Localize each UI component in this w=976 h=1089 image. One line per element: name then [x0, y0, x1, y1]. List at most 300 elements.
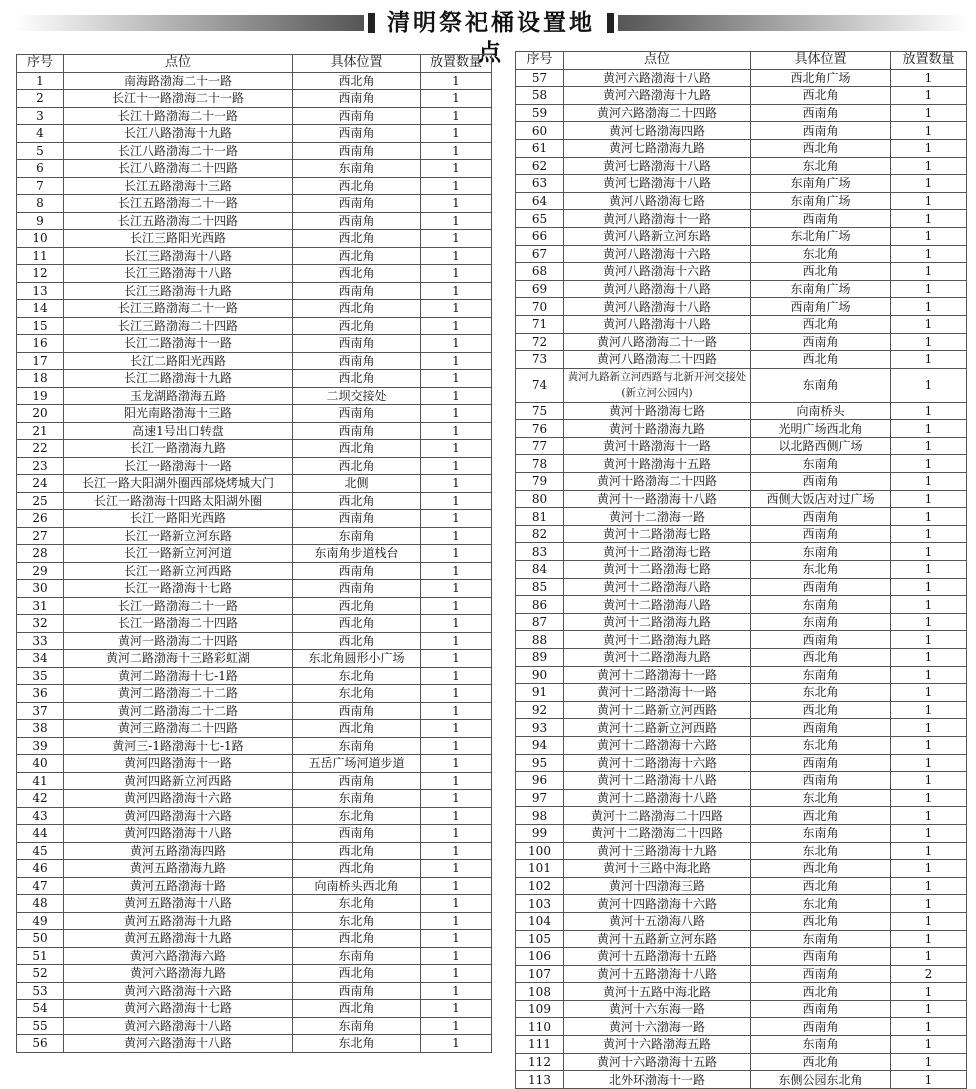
cell-count: 1 — [891, 666, 967, 684]
cell-count: 1 — [421, 930, 492, 948]
cell-location: 西北角 — [751, 860, 891, 878]
table-row — [516, 807, 967, 825]
cell-location: 东北角 — [293, 667, 421, 685]
cell-location: 西南角 — [293, 405, 421, 423]
cell-count: 1 — [421, 142, 492, 160]
cell-point: 黄河六路渤海十八路 — [564, 69, 751, 87]
cell-location: 西北角 — [293, 860, 421, 878]
cell-count: 1 — [891, 139, 967, 157]
cell-count: 1 — [421, 1035, 492, 1053]
header-count: 放置数量 — [891, 52, 967, 70]
cell-location: 西南角 — [751, 1000, 891, 1018]
table-row — [17, 90, 492, 108]
table-row — [17, 457, 492, 475]
cell-point: 黄河八路渤海十六路 — [564, 263, 751, 281]
cell-location: 西南角 — [293, 422, 421, 440]
cell-location: 西北角 — [751, 139, 891, 157]
cell-point: 长江一路渤海十四路太阳湖外圈 — [64, 492, 293, 510]
table-row — [516, 877, 967, 895]
table-row — [17, 422, 492, 440]
cell-point: 黄河二路渤海二十二路 — [64, 702, 293, 720]
cell-point: 黄河六路渤海六路 — [64, 947, 293, 965]
cell-point: 黄河十路渤海七路 — [564, 402, 751, 420]
cell-location: 东北角 — [751, 736, 891, 754]
cell-seq: 109 — [516, 1000, 564, 1018]
cell-seq: 54 — [17, 1000, 64, 1018]
cell-seq: 59 — [516, 104, 564, 122]
cell-count: 1 — [891, 455, 967, 473]
cell-count: 1 — [421, 282, 492, 300]
cell-point: 黄河六路渤海十八路 — [64, 1017, 293, 1035]
cell-location: 西北角 — [293, 440, 421, 458]
cell-point: 黄河十二路渤海十六路 — [564, 736, 751, 754]
cell-location: 东北角 — [751, 157, 891, 175]
cell-point: 黄河三路渤海二十四路 — [64, 720, 293, 738]
cell-location: 东南角 — [751, 824, 891, 842]
cell-location: 西南角 — [751, 104, 891, 122]
cell-count: 1 — [891, 473, 967, 491]
table-row — [516, 684, 967, 702]
table-row — [17, 72, 492, 90]
cell-location: 东北角 — [293, 685, 421, 703]
cell-point: 南海路渤海二十一路 — [64, 72, 293, 90]
cell-count: 1 — [421, 877, 492, 895]
cell-seq: 48 — [17, 895, 64, 913]
table-row — [17, 142, 492, 160]
cell-location: 西北角 — [751, 351, 891, 369]
cell-seq: 25 — [17, 492, 64, 510]
cell-point: 长江二路阳光西路 — [64, 352, 293, 370]
cell-seq: 113 — [516, 1071, 564, 1089]
cell-seq: 53 — [17, 982, 64, 1000]
table-row — [17, 317, 492, 335]
cell-count: 1 — [891, 543, 967, 561]
cell-location: 西北角 — [293, 317, 421, 335]
cell-location: 西南角 — [293, 772, 421, 790]
header-count: 放置数量 — [421, 55, 492, 73]
cell-seq: 61 — [516, 139, 564, 157]
cell-point: 黄河十五渤海八路 — [564, 912, 751, 930]
cell-point: 长江一路阳光西路 — [64, 510, 293, 528]
cell-point: 黄河七路渤海四路 — [564, 122, 751, 140]
table-row — [17, 965, 492, 983]
cell-count: 1 — [421, 860, 492, 878]
table-row — [17, 737, 492, 755]
cell-location: 西北角 — [293, 965, 421, 983]
cell-count: 1 — [891, 157, 967, 175]
cell-count: 1 — [421, 387, 492, 405]
cell-seq: 63 — [516, 175, 564, 193]
cell-count: 1 — [891, 192, 967, 210]
cell-location: 东南角 — [751, 596, 891, 614]
cell-count: 1 — [891, 87, 967, 105]
table-row — [516, 649, 967, 667]
table-row — [516, 578, 967, 596]
cell-seq: 28 — [17, 545, 64, 563]
cell-seq: 49 — [17, 912, 64, 930]
cell-location: 东北角 — [751, 789, 891, 807]
table-row — [17, 667, 492, 685]
cell-count: 1 — [421, 982, 492, 1000]
table-row — [17, 825, 492, 843]
cell-location: 西南角 — [293, 562, 421, 580]
cell-location: 西侧大饭店对过广场 — [751, 490, 891, 508]
cell-count: 1 — [421, 895, 492, 913]
table-row — [17, 702, 492, 720]
cell-seq: 82 — [516, 525, 564, 543]
table-row — [516, 930, 967, 948]
cell-count: 1 — [421, 230, 492, 248]
cell-location: 东北角 — [751, 895, 891, 913]
cell-point: 黄河六路渤海九路 — [64, 965, 293, 983]
table-row — [17, 597, 492, 615]
cell-location: 光明广场西北角 — [751, 420, 891, 438]
table-row — [516, 298, 967, 316]
table-row — [516, 895, 967, 913]
cell-location: 西南角 — [751, 333, 891, 351]
cell-seq: 77 — [516, 437, 564, 455]
cell-count: 1 — [891, 1053, 967, 1071]
cell-point: 黄河七路渤海九路 — [564, 139, 751, 157]
cell-location: 东北角 — [293, 807, 421, 825]
cell-count: 1 — [891, 912, 967, 930]
cell-point: 黄河八路渤海七路 — [564, 192, 751, 210]
cell-seq: 39 — [17, 737, 64, 755]
cell-count: 1 — [421, 667, 492, 685]
cell-seq: 87 — [516, 613, 564, 631]
table-row — [516, 789, 967, 807]
cell-point: 黄河二路渤海二十二路 — [64, 685, 293, 703]
table-row — [516, 561, 967, 579]
cell-count: 1 — [891, 877, 967, 895]
cell-seq: 76 — [516, 420, 564, 438]
cell-count: 1 — [421, 317, 492, 335]
cell-location: 东南角广场 — [751, 175, 891, 193]
table-row — [17, 1000, 492, 1018]
cell-count: 1 — [891, 754, 967, 772]
table-row — [17, 440, 492, 458]
cell-count: 1 — [421, 160, 492, 178]
cell-location: 东北角广场 — [751, 227, 891, 245]
cell-seq: 65 — [516, 210, 564, 228]
cell-seq: 98 — [516, 807, 564, 825]
cell-seq: 1 — [17, 72, 64, 90]
cell-point: 黄河十六东海一路 — [564, 1000, 751, 1018]
cell-location: 东北角 — [751, 842, 891, 860]
table-row — [516, 473, 967, 491]
cell-point: 黄河十五路中海北路 — [564, 983, 751, 1001]
cell-location: 西南角 — [293, 107, 421, 125]
cell-point: 黄河十二路渤海九路 — [564, 613, 751, 631]
table-body-left — [17, 72, 492, 1052]
table-row — [516, 631, 967, 649]
cell-seq: 108 — [516, 983, 564, 1001]
cell-point: 阳光南路渤海十三路 — [64, 405, 293, 423]
cell-point: 黄河十五路渤海十五路 — [564, 948, 751, 966]
table-row — [516, 263, 967, 281]
cell-seq: 93 — [516, 719, 564, 737]
table-row — [516, 596, 967, 614]
cell-seq: 111 — [516, 1036, 564, 1054]
cell-location: 西北角 — [293, 720, 421, 738]
cell-seq: 13 — [17, 282, 64, 300]
cell-count: 1 — [421, 720, 492, 738]
cell-location: 五岳广场河道步道 — [293, 755, 421, 773]
table-row — [17, 510, 492, 528]
table-row — [17, 160, 492, 178]
cell-point: 黄河十四渤海三路 — [564, 877, 751, 895]
cell-seq: 66 — [516, 227, 564, 245]
cell-location: 西北角 — [293, 370, 421, 388]
cell-count: 1 — [891, 860, 967, 878]
cell-point: 黄河五路渤海十八路 — [64, 895, 293, 913]
cell-location: 西南角 — [293, 982, 421, 1000]
cell-point: 黄河二路渤海十三路彩虹湖 — [64, 650, 293, 668]
cell-point: 长江二路渤海十一路 — [64, 335, 293, 353]
cell-count: 1 — [891, 596, 967, 614]
table-row — [17, 615, 492, 633]
cell-point: 黄河五路渤海十路 — [64, 877, 293, 895]
cell-location: 西南角 — [751, 754, 891, 772]
cell-location: 西南角 — [293, 510, 421, 528]
cell-point: 黄河十二路新立河西路 — [564, 719, 751, 737]
cell-seq: 106 — [516, 948, 564, 966]
table-row — [17, 247, 492, 265]
table-row — [17, 895, 492, 913]
table-row — [17, 632, 492, 650]
cell-seq: 27 — [17, 527, 64, 545]
cell-seq: 112 — [516, 1053, 564, 1071]
cell-point: 黄河八路渤海二十一路 — [564, 333, 751, 351]
cell-location: 西北角 — [293, 72, 421, 90]
cell-seq: 3 — [17, 107, 64, 125]
cell-point: 长江五路渤海十三路 — [64, 177, 293, 195]
cell-seq: 34 — [17, 650, 64, 668]
cell-seq: 35 — [17, 667, 64, 685]
cell-count: 1 — [891, 684, 967, 702]
cell-location: 西北角 — [751, 983, 891, 1001]
cell-point: 长江三路阳光西路 — [64, 230, 293, 248]
table-row — [17, 1017, 492, 1035]
cell-point: 长江三路渤海十八路 — [64, 247, 293, 265]
header-gradient-bar-right — [618, 15, 968, 31]
cell-seq: 88 — [516, 631, 564, 649]
cell-seq: 29 — [17, 562, 64, 580]
cell-count: 1 — [891, 1036, 967, 1054]
cell-point: 长江一路新立河河道 — [64, 545, 293, 563]
cell-location: 东南角 — [751, 666, 891, 684]
table-row — [17, 947, 492, 965]
cell-count: 1 — [891, 824, 967, 842]
table-row — [516, 455, 967, 473]
cell-point: 黄河十二路渤海二十四路 — [564, 824, 751, 842]
header-point: 点位 — [564, 52, 751, 70]
table-row — [516, 842, 967, 860]
cell-seq: 81 — [516, 508, 564, 526]
cell-count: 1 — [891, 842, 967, 860]
cell-count: 1 — [421, 825, 492, 843]
cell-count: 1 — [421, 352, 492, 370]
cell-seq: 11 — [17, 247, 64, 265]
cell-point: 黄河十路渤海十五路 — [564, 455, 751, 473]
cell-seq: 99 — [516, 824, 564, 842]
cell-count: 1 — [421, 300, 492, 318]
table-row — [17, 475, 492, 493]
cell-location: 东北角 — [293, 912, 421, 930]
cell-location: 西北角 — [751, 807, 891, 825]
table-row — [516, 87, 967, 105]
cell-seq: 74 — [516, 368, 564, 402]
cell-count: 1 — [891, 104, 967, 122]
cell-seq: 32 — [17, 615, 64, 633]
table-row — [516, 1036, 967, 1054]
cell-location: 西南角 — [293, 352, 421, 370]
cell-seq: 71 — [516, 315, 564, 333]
page-title: 清明祭祀桶设置地点 — [387, 9, 595, 66]
cell-count: 1 — [421, 755, 492, 773]
table-row — [516, 983, 967, 1001]
table-row — [516, 175, 967, 193]
cell-location: 东侧公园东北角 — [751, 1071, 891, 1089]
cell-location: 西北角 — [293, 842, 421, 860]
cell-seq: 69 — [516, 280, 564, 298]
cell-point: 长江十路渤海二十一路 — [64, 107, 293, 125]
cell-point: 黄河十三路中海北路 — [564, 860, 751, 878]
cell-seq: 64 — [516, 192, 564, 210]
table-row — [17, 650, 492, 668]
cell-count: 1 — [421, 405, 492, 423]
cell-seq: 16 — [17, 335, 64, 353]
cell-count: 1 — [891, 437, 967, 455]
cell-seq: 75 — [516, 402, 564, 420]
cell-seq: 7 — [17, 177, 64, 195]
cell-seq: 62 — [516, 157, 564, 175]
cell-location: 西北角 — [293, 457, 421, 475]
cell-point: 黄河四路渤海十八路 — [64, 825, 293, 843]
cell-location: 东北角 — [293, 1035, 421, 1053]
table-row — [516, 192, 967, 210]
cell-seq: 73 — [516, 351, 564, 369]
table-row — [17, 912, 492, 930]
table-row — [17, 125, 492, 143]
cell-count: 1 — [421, 790, 492, 808]
cell-count: 1 — [891, 280, 967, 298]
cell-point: 黄河四路渤海十六路 — [64, 790, 293, 808]
cell-count: 1 — [421, 177, 492, 195]
cell-location: 西南角 — [751, 578, 891, 596]
table-row — [17, 300, 492, 318]
cell-point: 黄河六路渤海十七路 — [64, 1000, 293, 1018]
table-row — [516, 543, 967, 561]
cell-count: 1 — [421, 632, 492, 650]
cell-count: 1 — [421, 702, 492, 720]
cell-seq: 90 — [516, 666, 564, 684]
cell-count: 1 — [891, 525, 967, 543]
cell-seq: 20 — [17, 405, 64, 423]
cell-location: 西南角 — [751, 631, 891, 649]
cell-point: 黄河六路渤海十八路 — [64, 1035, 293, 1053]
cell-point: 黄河八路渤海十一路 — [564, 210, 751, 228]
cell-location: 东南角 — [751, 1036, 891, 1054]
cell-point: 黄河五路渤海十九路 — [64, 912, 293, 930]
cell-count: 1 — [891, 1018, 967, 1036]
cell-point: 长江五路渤海二十一路 — [64, 195, 293, 213]
cell-seq: 58 — [516, 87, 564, 105]
cell-point: 黄河十二路渤海十一路 — [564, 666, 751, 684]
cell-location: 西北角 — [293, 930, 421, 948]
cell-count: 1 — [421, 527, 492, 545]
cell-count: 1 — [891, 420, 967, 438]
cell-location: 西北角 — [293, 265, 421, 283]
table-row — [516, 402, 967, 420]
cell-seq: 104 — [516, 912, 564, 930]
cell-seq: 55 — [17, 1017, 64, 1035]
cell-count: 1 — [421, 492, 492, 510]
cell-location: 西南角 — [751, 719, 891, 737]
cell-count: 1 — [421, 422, 492, 440]
table-row — [17, 212, 492, 230]
cell-seq: 86 — [516, 596, 564, 614]
table-row — [516, 965, 967, 983]
cell-location: 西北角 — [751, 877, 891, 895]
cell-seq: 14 — [17, 300, 64, 318]
cell-count: 1 — [421, 685, 492, 703]
cell-seq: 45 — [17, 842, 64, 860]
cell-point: 长江三路渤海二十一路 — [64, 300, 293, 318]
cell-point: 黄河十路渤海十一路 — [564, 437, 751, 455]
cell-seq: 8 — [17, 195, 64, 213]
cell-seq: 78 — [516, 455, 564, 473]
cell-seq: 40 — [17, 755, 64, 773]
cell-location: 东南角 — [293, 737, 421, 755]
cell-location: 西北角广场 — [751, 69, 891, 87]
cell-seq: 41 — [17, 772, 64, 790]
header-gradient-bar-left — [14, 15, 364, 31]
cell-location: 东南角 — [751, 455, 891, 473]
table-row — [516, 210, 967, 228]
table-row — [516, 227, 967, 245]
cell-point: 黄河十三路渤海十九路 — [564, 842, 751, 860]
cell-point: 长江五路渤海二十四路 — [64, 212, 293, 230]
cell-seq: 46 — [17, 860, 64, 878]
cell-count: 1 — [891, 227, 967, 245]
cell-seq: 91 — [516, 684, 564, 702]
cell-count: 1 — [891, 175, 967, 193]
cell-location: 二坝交接处 — [293, 387, 421, 405]
cell-point: 黄河十路渤海二十四路 — [564, 473, 751, 491]
cell-location: 向南桥头 — [751, 402, 891, 420]
cell-count: 1 — [891, 561, 967, 579]
cell-seq: 92 — [516, 701, 564, 719]
cell-location: 东南角 — [293, 1017, 421, 1035]
cell-location: 西南角 — [293, 125, 421, 143]
cell-seq: 94 — [516, 736, 564, 754]
table-row — [17, 107, 492, 125]
cell-point: 黄河八路新立河东路 — [564, 227, 751, 245]
cell-count: 1 — [891, 245, 967, 263]
cell-count: 1 — [891, 368, 967, 402]
cell-count: 1 — [891, 578, 967, 596]
table-row — [17, 807, 492, 825]
cell-count: 1 — [891, 930, 967, 948]
table-row — [17, 720, 492, 738]
table-row — [516, 139, 967, 157]
cell-count: 1 — [891, 772, 967, 790]
cell-count: 1 — [421, 807, 492, 825]
cell-point: 长江一路渤海二十四路 — [64, 615, 293, 633]
cell-location: 东北角 — [751, 561, 891, 579]
cell-seq: 85 — [516, 578, 564, 596]
